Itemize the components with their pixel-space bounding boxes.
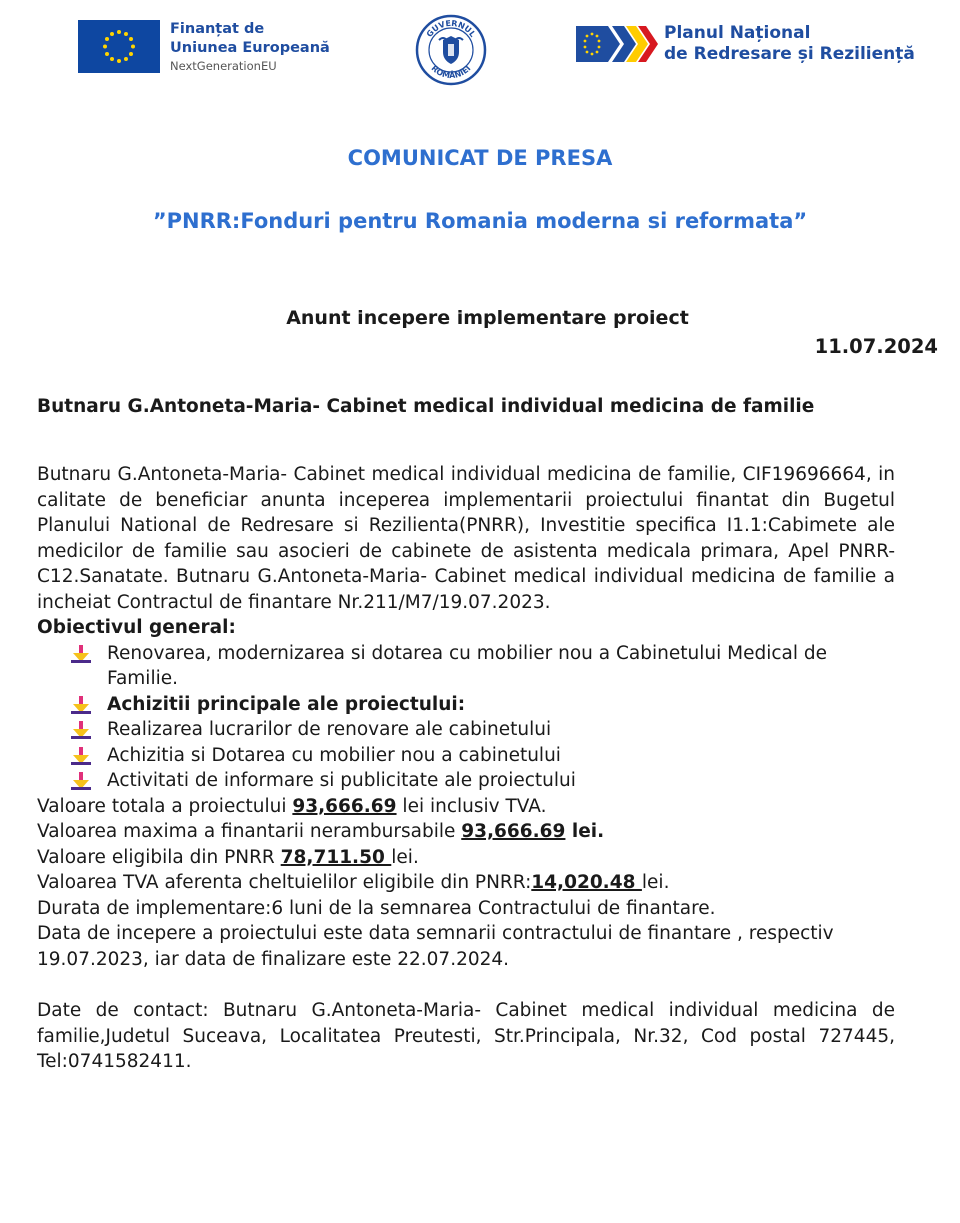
duration-line: Durata de implementare:6 luni de la semnarea Contractului de finantare. [37,897,716,919]
vat-value-line: Valoarea TVA aferenta cheltuielilor eligibile din PNRR:14,020.48 lei. [37,872,670,893]
contact-text: Butnaru G.Antoneta-Maria- Cabinet medical individual medicina de familie,Judetul Suceava, Localitatea Preutesti, Str.Principala, Nr.32, Cod postal 727445, Tel:0741582411. [37,1000,895,1072]
bullet-text: Achizitii principale ale proiectului: [107,693,466,715]
bullet-text: Renovarea, modernizarea si dotarea cu mobilier nou a Cabinetului Medical de Familie. [107,642,827,689]
total-value-line: Valoare totala a proiectului 93,666.69 lei inclusiv TVA. [37,795,547,817]
arrow-bullet-icon [71,696,91,714]
dates-paragraph: Data de incepere a proiectului este data semnarii contractului de finantare , respectiv 19.07.2023, iar data de finalizare este 22.07.2024. [37,923,834,970]
pnrr-logo-line-2: de Redresare și Reziliență [664,44,915,64]
eligible-value: 78,711.50 [280,846,392,868]
eu-funding-logo [78,20,338,76]
arrow-bullet-icon [71,747,91,765]
contact-paragraph [37,998,895,1075]
bullet-text: Activitati de informare si publicitate ale proiectului [107,770,576,791]
arrow-bullet-icon [71,645,91,663]
list-item [71,692,895,718]
arrow-bullet-icon [71,721,91,739]
objective-list [37,641,895,794]
max-funding-line: Valoarea maxima a finantarii nerambursabile 93,666.69 lei. [37,821,605,842]
pnrr-logo [576,20,936,76]
pnrr-flag-arrows-icon [576,22,660,70]
arrow-bullet-icon [71,772,91,790]
bullet-text: Achizitia si Dotarea cu mobilier nou a cabinetului [107,744,561,766]
max-funding-value: 93,666.69 [461,821,566,842]
bullet-text: Realizarea lucrarilor de renovare ale cabinetului [107,719,552,740]
press-release-subtitle: ”PNRR:Fonduri pentru Romania moderna si reformata” [152,209,808,233]
total-value: 93,666.69 [292,795,397,817]
intro-paragraph: Butnaru G.Antoneta-Maria- Cabinet medical individual medicina de familie, CIF19696664, in calitate de beneficiar anunta inceperea implementarii proiectului finantat din Bugetul Planului National de Redresare si Rezilienta(PNRR), Investitie specifica I1.1:Cabimete ale medicilor de familie sau asocieri de cabinete de asistenta medicala primara, Apel PNRR-C12.Sanatate. Butnaru G.Antoneta-Maria- Cabinet medical individual medicina de familie a incheiat Contractul de finantare Nr.211/M7/19.07.2023. [37,464,895,613]
objective-label: Obiectivul general: [37,617,236,638]
list-item [71,768,895,794]
gov-seal-bottom-text: ROMÂNIEI [429,63,473,81]
romanian-government-seal-icon [415,14,487,86]
announcement-heading: Anunt incepere implementare proiect [286,307,689,329]
document-body [37,462,895,1075]
eu-logo-line-2: Uniunea Europeană [170,40,330,56]
document-date: 11.07.2024 [814,335,938,358]
list-item [71,717,895,743]
eligible-value-line: Valoare eligibila din PNRR 78,711.50 lei. [37,846,419,868]
vat-value: 14,020.48 [531,872,642,893]
eu-logo-line-1: Finanțat de [170,21,265,37]
press-release-title: COMUNICAT DE PRESA [347,146,613,170]
eu-flag-icon [78,20,160,73]
eu-logo-line-3: NextGenerationEU [170,59,277,73]
gov-seal-top-text: GUVERNUL [424,18,478,39]
list-item [71,641,895,692]
beneficiary-title: Butnaru G.Antoneta-Maria- Cabinet medical individual medicina de familie [37,396,815,417]
pnrr-logo-line-1: Planul Național [664,23,811,43]
contact-label: Date de contact: [37,1000,209,1021]
list-item [71,743,895,769]
